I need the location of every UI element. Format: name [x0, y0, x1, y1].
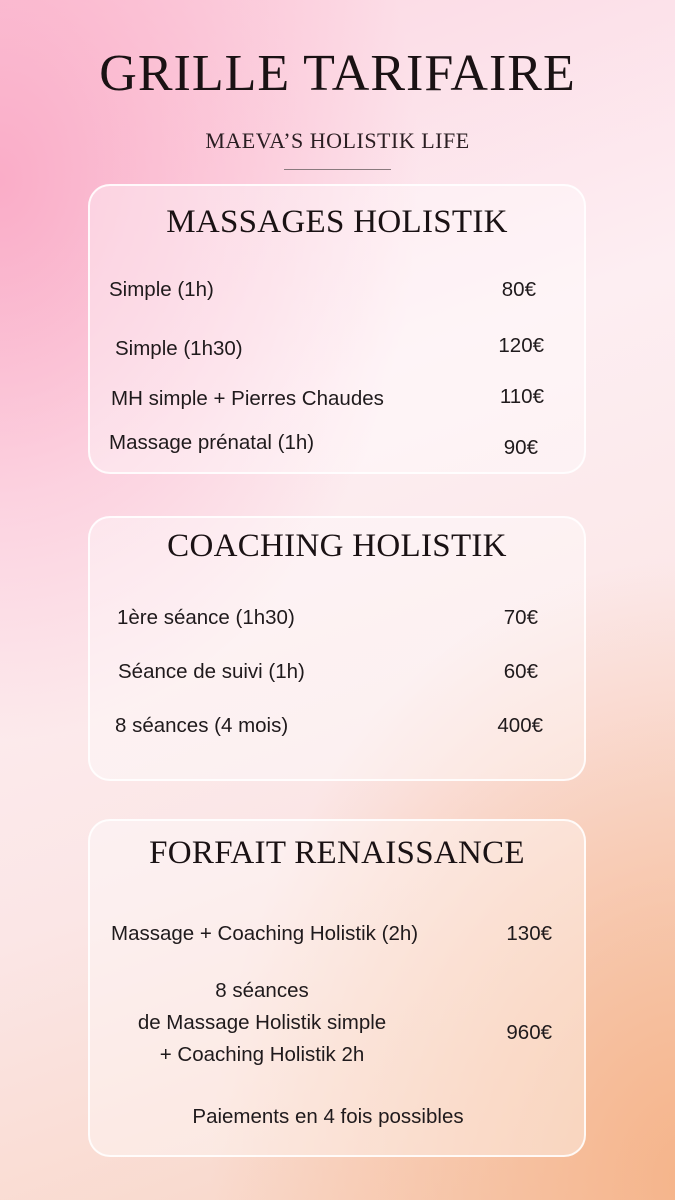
item-price: 90€ [503, 436, 538, 459]
section-title: MASSAGES HOLISTIK [166, 204, 508, 240]
item-label: Massage prénatal (1h) [109, 431, 315, 454]
section-title: FORFAIT RENAISSANCE [149, 835, 525, 871]
item-label-line: 8 séances [215, 979, 309, 1002]
item-label-line: de Massage Holistik simple [137, 1011, 387, 1034]
item-price: 120€ [498, 334, 544, 357]
item-price: 400€ [497, 714, 543, 737]
card-massages [88, 184, 586, 474]
brand-subtitle: MAEVA’S HOLISTIK LIFE [205, 128, 470, 153]
item-price: 130€ [506, 922, 552, 945]
item-price: 70€ [503, 606, 538, 629]
item-price: 960€ [506, 1021, 552, 1044]
item-label: 8 séances (4 mois) [115, 714, 289, 737]
page-title: GRILLE TARIFAIRE [99, 45, 576, 102]
item-label: Simple (1h30) [115, 337, 243, 360]
item-price: 60€ [503, 660, 538, 683]
card-forfait [88, 819, 586, 1157]
item-label-line: + Coaching Holistik 2h [159, 1043, 365, 1066]
item-price: 80€ [501, 278, 536, 301]
card-coaching [88, 516, 586, 781]
item-label: MH simple + Pierres Chaudes [111, 387, 384, 410]
item-label: Massage + Coaching Holistik (2h) [111, 922, 419, 945]
item-label-multiline [112, 975, 412, 1071]
item-label: Séance de suivi (1h) [118, 660, 305, 683]
title-divider [284, 169, 391, 170]
payment-note: Paiements en 4 fois possibles [192, 1105, 464, 1128]
item-price: 110€ [499, 385, 544, 408]
item-label: 1ère séance (1h30) [117, 606, 295, 629]
item-label: Simple (1h) [109, 278, 214, 301]
section-title: COACHING HOLISTIK [167, 528, 507, 564]
